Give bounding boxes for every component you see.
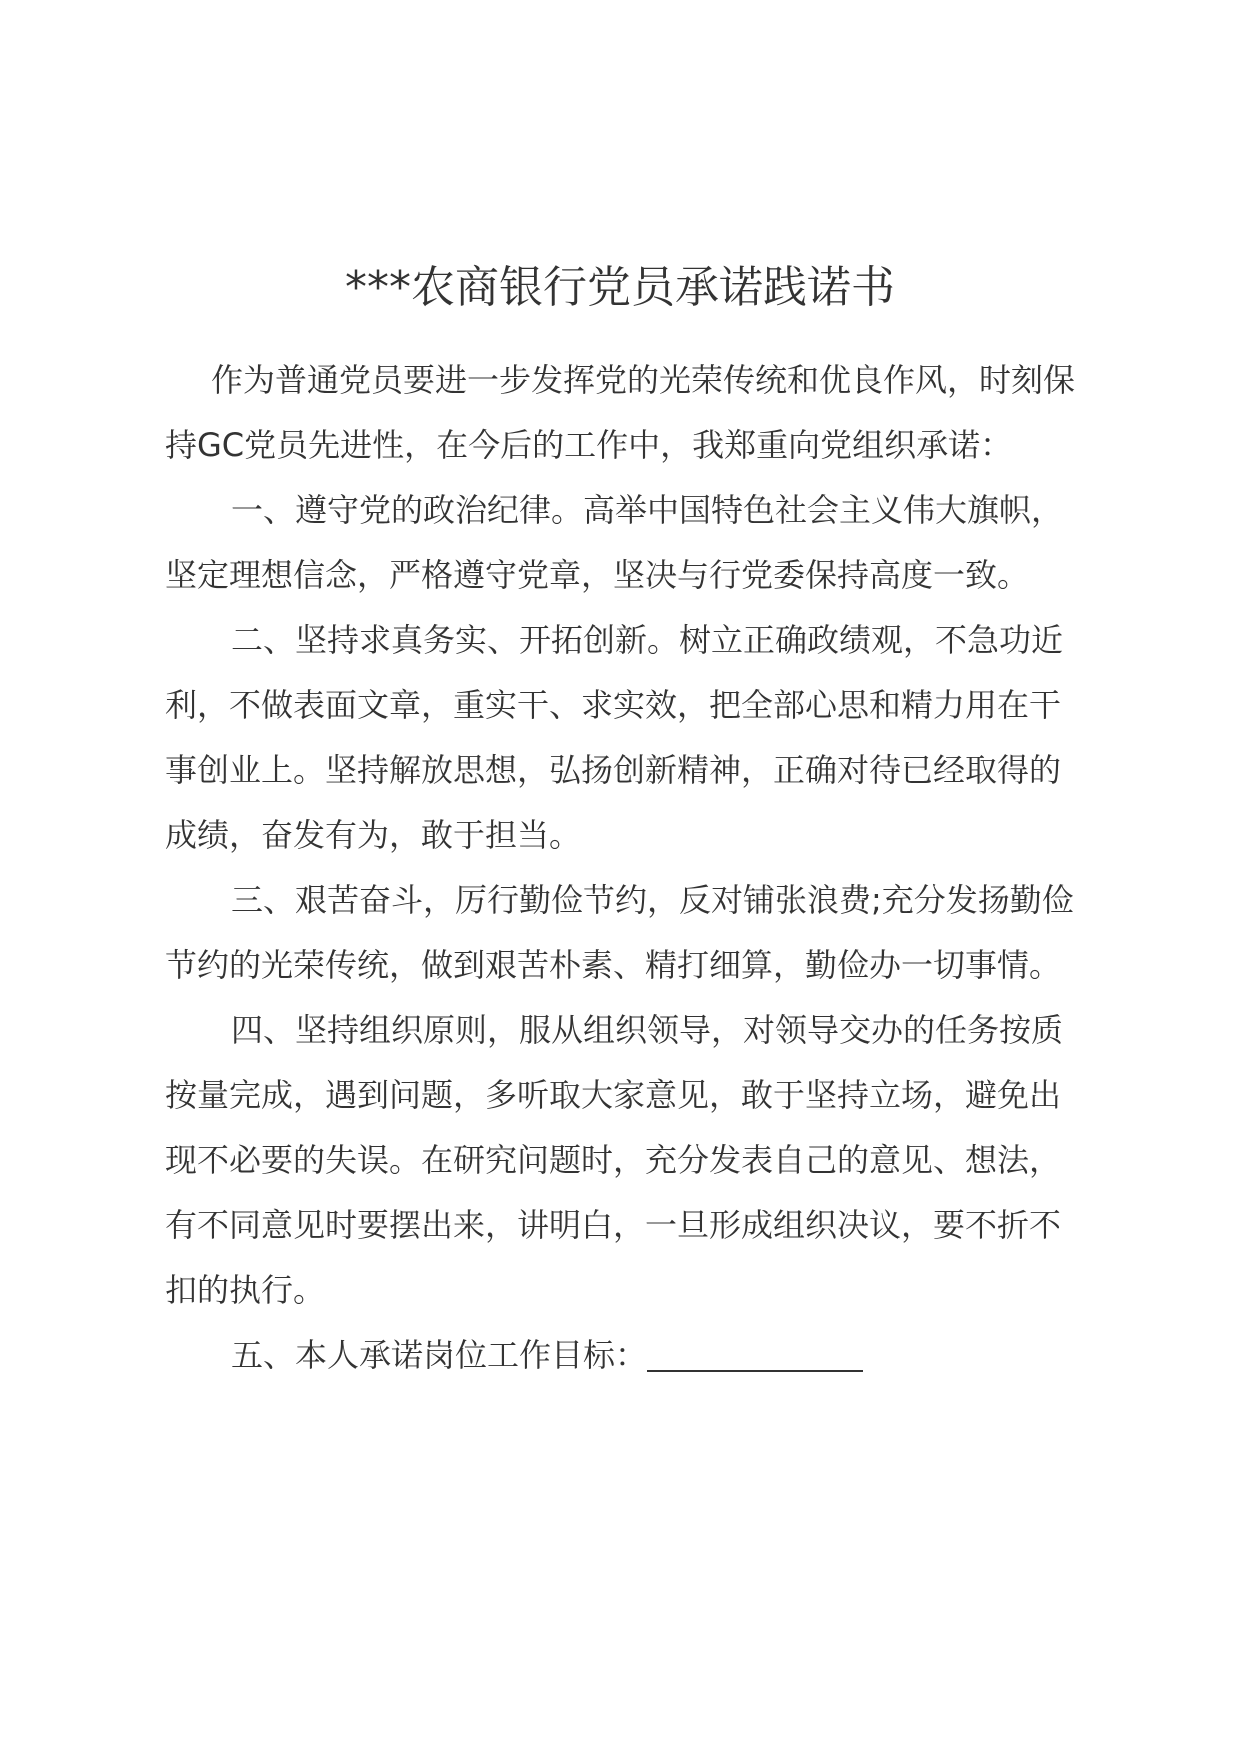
commitment-item-5 xyxy=(165,1323,1085,1388)
commitment-item-4: 四、坚持组织原则，服从组织领导，对领导交办的任务按质按量完成，遇到问题，多听取大家意见，敢于坚持立场，避免出现不必要的失误。在研究问题时，充分发表自己的意见、想法，有不同意见时要摆出来，讲明白，一旦形成组织决议，要不折不扣的执行。 xyxy=(165,1011,1064,1309)
document-body xyxy=(165,348,1085,1388)
commitment-item-3: 三、艰苦奋斗，厉行勤俭节约，反对铺张浪费;充分发扬勤俭节约的光荣传统，做到艰苦朴素、精打细算，勤俭办一切事情。 xyxy=(165,881,1074,984)
commitment-item-2: 二、坚持求真务实、开拓创新。树立正确政绩观，不急功近利，不做表面文章，重实干、求实效，把全部心思和精力用在干事创业上。坚持解放思想，弘扬创新精神，正确对待已经取得的成绩，奋发有为，敢于担当。 xyxy=(165,621,1064,854)
work-goal-blank-line xyxy=(647,1370,863,1372)
commitment-item-5-label: 五、本人承诺岗位工作目标： xyxy=(231,1336,648,1374)
commitment-item-1: 一、遵守党的政治纪律。高举中国特色社会主义伟大旗帜，坚定理想信念，严格遵守党章，坚决与行党委保持高度一致。 xyxy=(165,491,1064,594)
intro-paragraph: 作为普通党员要进一步发挥党的光荣传统和优良作风，时刻保持GC党员先进性，在今后的工作中，我郑重向党组织承诺： xyxy=(165,361,1076,464)
document-title: ***农商银行党员承诺践诺书 xyxy=(345,262,895,313)
